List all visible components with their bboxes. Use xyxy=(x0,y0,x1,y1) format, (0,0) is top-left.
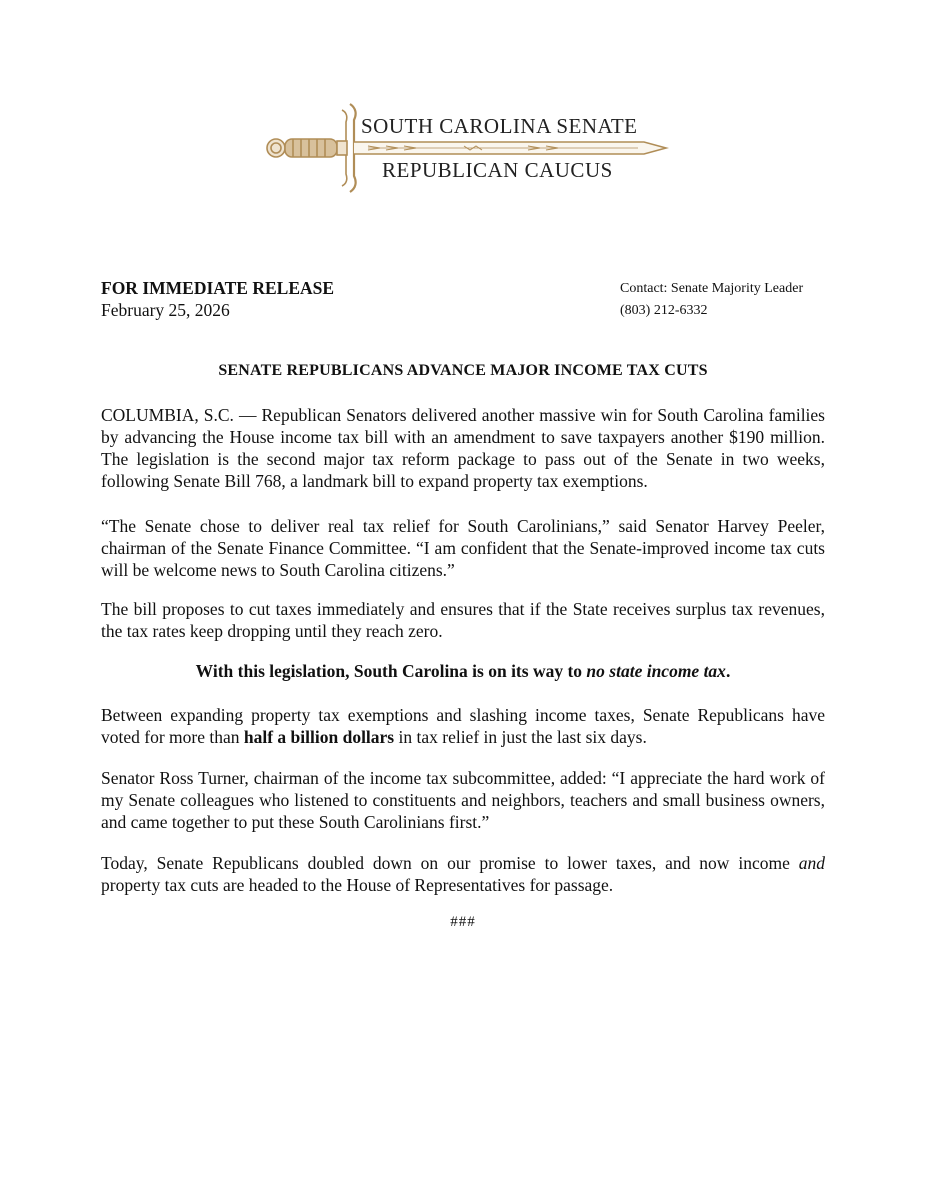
paragraph-4-callout xyxy=(101,660,825,682)
headline: SENATE REPUBLICANS ADVANCE MAJOR INCOME TAX CUTS xyxy=(218,362,708,379)
p5-text-b: in tax relief in just the last six days. xyxy=(394,727,647,747)
logo-title-line-1: SOUTH CAROLINA SENATE xyxy=(361,114,638,138)
callout-end: . xyxy=(725,661,731,681)
p7-emphasis: and xyxy=(798,853,825,873)
paragraph-2: “The Senate chose to deliver real tax relief for South Carolinians,” said Senator Harvey Peeler, chairman of the Senate Finance Committee. “I am confident that the Senate-improved income tax cuts will be welcome news to South Carolina citizens.” xyxy=(101,516,825,580)
callout-text: With this legislation, South Carolina is on its way to xyxy=(195,661,587,681)
contact-label: Contact: Senate Majority Leader xyxy=(620,281,804,296)
paragraph-3: The bill proposes to cut taxes immediately and ensures that if the State receives surplus tax revenues, the tax rates keep dropping until they reach zero. xyxy=(101,599,825,641)
release-label: FOR IMMEDIATE RELEASE xyxy=(101,278,335,298)
end-mark: ### xyxy=(450,914,476,930)
p5-text-a: Between expanding property tax exemptions and slashing income taxes, Senate Republicans have voted for more than xyxy=(101,705,825,747)
paragraph-6: Senator Ross Turner, chairman of the income tax subcommittee, added: “I appreciate the hard work of my Senate colleagues who listened to constituents and neighbors, teachers and small business owners, and came together to put these South Carolinians first.” xyxy=(101,768,825,832)
sword-emblem-icon xyxy=(258,96,670,200)
release-date: February 25, 2026 xyxy=(101,300,230,320)
contact-phone: (803) 212-6332 xyxy=(620,303,708,318)
p7-text-a: Today, Senate Republicans doubled down on our promise to lower taxes, and now income xyxy=(101,853,799,873)
paragraph-1: COLUMBIA, S.C. — Republican Senators delivered another massive win for South Carolina families by advancing the House income tax bill with an amendment to save taxpayers another $190 million. The legislation is the second major tax reform package to pass out of the Senate in two weeks, following Senate Bill 768, a landmark bill to expand property tax exemptions. xyxy=(101,405,825,491)
caucus-logo xyxy=(258,96,670,200)
callout-emphasis: no state income tax xyxy=(586,661,726,681)
p5-strong: half a billion dollars xyxy=(243,727,395,747)
logo-title-line-2: REPUBLICAN CAUCUS xyxy=(382,158,613,182)
p7-text-b: property tax cuts are headed to the House of Representatives for passage. xyxy=(101,875,614,895)
paragraph-5 xyxy=(101,704,825,748)
paragraph-7 xyxy=(101,852,825,896)
